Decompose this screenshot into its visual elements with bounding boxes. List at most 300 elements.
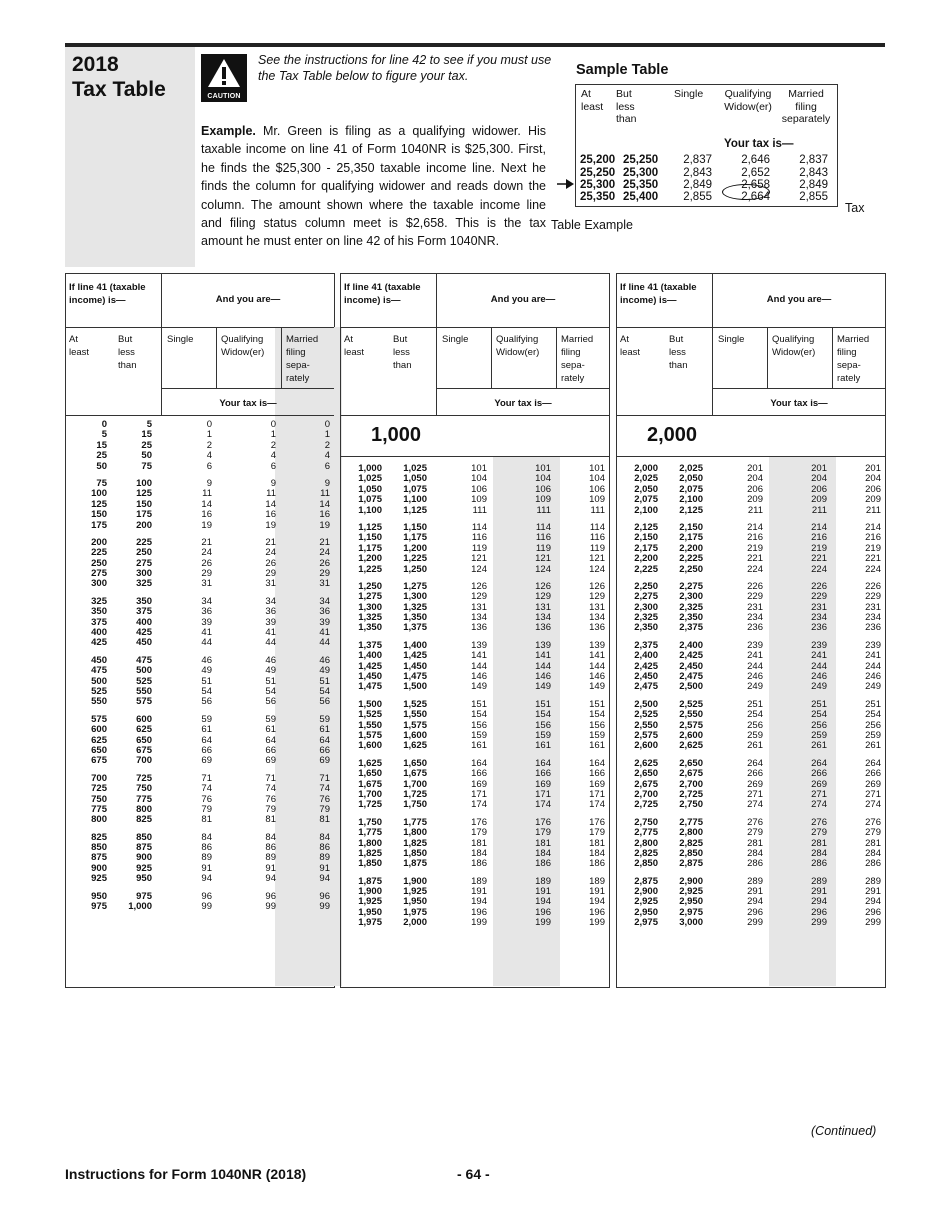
married-tax-cell: 121 xyxy=(589,553,605,565)
single-tax-cell: 229 xyxy=(747,591,763,603)
row-pointer-arrow-icon xyxy=(557,177,575,191)
at-least-cell: 15 xyxy=(96,439,107,451)
married-tax-cell: 269 xyxy=(865,778,881,790)
married-tax-cell: 176 xyxy=(589,816,605,828)
single-tax-cell: 204 xyxy=(747,473,763,485)
table-example-label: Table Example xyxy=(551,218,633,232)
table-row xyxy=(341,828,609,838)
at-least-cell: 1,850 xyxy=(358,858,382,870)
married-tax-cell: 294 xyxy=(865,896,881,908)
qualifying-tax-cell: 291 xyxy=(811,886,827,898)
qualifying-tax-cell: 209 xyxy=(811,494,827,506)
single-tax-cell: 174 xyxy=(471,799,487,811)
married-tax-cell: 54 xyxy=(319,685,330,697)
qualifying-tax-cell: 246 xyxy=(811,671,827,683)
but-less-cell: 1,875 xyxy=(403,858,427,870)
but-less-cell: 1,075 xyxy=(403,483,427,495)
single-tax-cell: 14 xyxy=(201,498,212,510)
column-subheader xyxy=(341,327,609,389)
table-row xyxy=(617,623,885,633)
married-tax-cell: 124 xyxy=(589,563,605,575)
but-less-cell: 750 xyxy=(136,783,152,795)
single-tax-cell: 244 xyxy=(747,660,763,672)
qualifying-tax-cell: 189 xyxy=(535,875,551,887)
at-least-cell: 825 xyxy=(91,831,107,843)
single-tax-cell: 201 xyxy=(747,463,763,474)
married-tax-cell: 169 xyxy=(589,778,605,790)
qualifying-label: Qualifying Widow(er) xyxy=(772,334,816,358)
but-less-cell: 700 xyxy=(136,755,152,767)
married-tax-cell: 221 xyxy=(865,553,881,565)
qualifying-tax-cell: 276 xyxy=(811,816,827,828)
married-tax-cell: 261 xyxy=(865,740,881,752)
married-label: Married filing sepa- rately xyxy=(561,334,594,384)
single-tax-cell: 51 xyxy=(201,675,212,687)
qualifying-tax-cell: 49 xyxy=(265,665,276,677)
married-tax-cell: 196 xyxy=(589,906,605,918)
if-line-label: If line 41 (taxable income) is— xyxy=(620,282,697,306)
single-tax-cell: 81 xyxy=(201,814,212,826)
at-least-cell: 925 xyxy=(91,873,107,885)
qualifying-tax-cell: 229 xyxy=(811,591,827,603)
sample-header-single: Single xyxy=(674,88,704,100)
married-tax-cell: 24 xyxy=(319,547,330,559)
but-less-cell: 550 xyxy=(136,685,152,697)
qualifying-tax-cell: 224 xyxy=(811,563,827,575)
married-label: Married filing sepa- rately xyxy=(286,334,319,384)
but-less-cell: 125 xyxy=(136,488,152,500)
but-less-cell: 2,575 xyxy=(679,719,703,731)
qualifying-tax-cell: 91 xyxy=(265,862,276,874)
qualifying-tax-cell: 0 xyxy=(270,419,276,430)
single-tax-cell: 214 xyxy=(747,521,763,533)
column-header xyxy=(341,274,609,328)
but-less-cell: 1,700 xyxy=(403,778,427,790)
but-less-cell: 275 xyxy=(136,557,152,569)
at-least-cell: 2,375 xyxy=(634,639,658,651)
married-tax-cell: 241 xyxy=(865,650,881,662)
at-least-cell: 2,200 xyxy=(634,553,658,565)
but-less-cell: 925 xyxy=(136,862,152,874)
at-least-cell: 2,600 xyxy=(634,740,658,752)
married-tax-cell: 229 xyxy=(865,591,881,603)
but-less-cell: 300 xyxy=(136,568,152,580)
section-heading: 2,000 xyxy=(647,424,698,446)
table-row xyxy=(617,506,885,516)
at-least-cell: 2,325 xyxy=(634,612,658,624)
single-tax-cell: 11 xyxy=(202,488,212,500)
table-row xyxy=(617,741,885,751)
single-tax-cell: 184 xyxy=(471,847,487,859)
qualifying-tax-cell: 256 xyxy=(811,719,827,731)
single-tax-cell: 2 xyxy=(206,439,212,451)
qualifying-tax-cell: 214 xyxy=(811,521,827,533)
married-tax-cell: 141 xyxy=(589,650,605,662)
married-tax-cell: 146 xyxy=(589,671,605,683)
at-least-cell: 225 xyxy=(91,547,107,559)
married-tax-cell: 201 xyxy=(865,463,881,474)
at-least-cell: 1,100 xyxy=(358,504,382,516)
but-less-cell: 200 xyxy=(136,519,152,531)
but-less-cell: 900 xyxy=(136,852,152,864)
qualifying-tax-cell: 211 xyxy=(811,504,827,516)
at-least-cell: 875 xyxy=(91,852,107,864)
qualifying-tax-cell: 76 xyxy=(265,793,276,805)
column-subheader xyxy=(66,327,334,389)
qualifying-tax-cell: 39 xyxy=(265,616,276,628)
single-tax-cell: 61 xyxy=(201,724,212,736)
at-least-cell: 2,050 xyxy=(634,483,658,495)
if-line-label: If line 41 (taxable income) is— xyxy=(344,282,421,306)
single-tax-cell: 219 xyxy=(747,542,763,554)
but-less-cell: 5 xyxy=(146,419,152,430)
qualifying-tax-cell: 124 xyxy=(535,563,551,575)
single-tax-cell: 94 xyxy=(201,873,212,885)
married-tax-cell: 39 xyxy=(319,616,330,628)
qualifying-tax-cell: 164 xyxy=(535,757,551,769)
at-least-cell: 2,175 xyxy=(634,542,658,554)
but-less-cell: 1,400 xyxy=(403,639,427,651)
sample-table xyxy=(575,84,838,207)
page-title xyxy=(72,52,166,102)
single-tax-cell: 106 xyxy=(471,483,487,495)
table-row xyxy=(66,725,334,735)
qualifying-tax-cell: 159 xyxy=(535,729,551,741)
but-less-cell: 15 xyxy=(141,429,152,441)
single-tax-cell: 261 xyxy=(747,740,763,752)
married-tax-cell: 116 xyxy=(589,532,605,544)
but-less-cell: 850 xyxy=(136,831,152,843)
qualifying-tax-cell: 2 xyxy=(270,439,276,451)
but-less-cell: 2,850 xyxy=(679,847,703,859)
single-tax-cell: 76 xyxy=(201,793,212,805)
but-less-label: But less than xyxy=(118,334,137,371)
table-row xyxy=(66,784,334,794)
but-less-cell: 1,525 xyxy=(403,698,427,710)
but-less-cell: 2,475 xyxy=(679,671,703,683)
single-tax-cell: 241 xyxy=(747,650,763,662)
single-tax-cell: 71 xyxy=(201,772,212,784)
married-tax-cell: 19 xyxy=(319,519,330,531)
qualifying-tax-cell: 14 xyxy=(265,498,276,510)
but-less-cell: 1,200 xyxy=(403,542,427,554)
table-row xyxy=(66,874,334,884)
married-tax-cell: 136 xyxy=(589,622,605,634)
at-least-cell: 800 xyxy=(91,814,107,826)
single-tax-cell: 156 xyxy=(471,719,487,731)
column-header xyxy=(617,274,885,328)
at-least-cell: 150 xyxy=(91,509,107,521)
married-tax-cell: 61 xyxy=(319,724,330,736)
qualifying-tax-cell: 84 xyxy=(265,831,276,843)
qualifying-tax-cell: 71 xyxy=(265,772,276,784)
table-row xyxy=(341,554,609,564)
married-tax-cell: 26 xyxy=(319,557,330,569)
but-less-cell: 800 xyxy=(136,803,152,815)
at-least-cell: 1,550 xyxy=(358,719,382,731)
single-tax-cell: 254 xyxy=(747,709,763,721)
but-less-cell: 2,525 xyxy=(679,698,703,710)
at-least-cell: 2,950 xyxy=(634,906,658,918)
but-less-cell: 2,925 xyxy=(679,886,703,898)
but-less-cell: 2,950 xyxy=(679,896,703,908)
qualifying-tax-cell: 284 xyxy=(811,847,827,859)
at-least-cell: 1,625 xyxy=(358,757,382,769)
married-tax-cell: 224 xyxy=(865,563,881,575)
at-least-cell: 2,350 xyxy=(634,622,658,634)
but-less-cell: 975 xyxy=(136,890,152,902)
at-least-cell: 1,975 xyxy=(358,917,382,929)
married-tax-cell: 114 xyxy=(589,521,605,533)
married-tax-cell: 296 xyxy=(865,906,881,918)
at-least-cell: 2,025 xyxy=(634,473,658,485)
married-tax-cell: 134 xyxy=(589,612,605,624)
married-tax-cell: 209 xyxy=(865,494,881,506)
married-tax-cell: 211 xyxy=(865,504,881,516)
divider xyxy=(341,415,609,416)
at-least-cell: 2,625 xyxy=(634,757,658,769)
at-least-cell: 300 xyxy=(91,578,107,590)
single-tax-cell: 31 xyxy=(201,578,212,590)
at-least-cell: 2,875 xyxy=(634,875,658,887)
married-tax-cell: 11 xyxy=(320,488,330,500)
sample-cell: 25,250 xyxy=(623,154,659,166)
divider xyxy=(437,388,609,389)
at-least-cell: 25 xyxy=(96,450,107,462)
qualifying-tax-cell: 289 xyxy=(811,875,827,887)
single-tax-cell: 159 xyxy=(471,729,487,741)
caution-icon xyxy=(201,54,247,102)
but-less-cell: 2,325 xyxy=(679,601,703,613)
single-tax-cell: 39 xyxy=(201,616,212,628)
table-row xyxy=(66,510,334,520)
married-tax-cell: 186 xyxy=(589,858,605,870)
married-tax-cell: 96 xyxy=(319,890,330,902)
married-tax-cell: 286 xyxy=(865,858,881,870)
qualifying-tax-cell: 271 xyxy=(811,788,827,800)
qualifying-tax-cell: 244 xyxy=(811,660,827,672)
married-tax-cell: 9 xyxy=(324,477,330,489)
but-less-cell: 1,900 xyxy=(403,875,427,887)
but-less-cell: 1,650 xyxy=(403,757,427,769)
married-tax-cell: 259 xyxy=(865,729,881,741)
sample-cell: 2,646 xyxy=(741,154,770,166)
at-least-cell: 2,400 xyxy=(634,650,658,662)
married-tax-cell: 254 xyxy=(865,709,881,721)
qualifying-tax-cell: 109 xyxy=(535,494,551,506)
example-paragraph xyxy=(201,122,546,251)
at-least-cell: 1,700 xyxy=(358,788,382,800)
married-tax-cell: 149 xyxy=(589,681,605,693)
married-tax-cell: 244 xyxy=(865,660,881,672)
but-less-cell: 150 xyxy=(136,498,152,510)
single-tax-cell: 41 xyxy=(201,627,212,639)
qualifying-tax-cell: 11 xyxy=(266,488,276,500)
sample-cell: 2,843 xyxy=(683,167,712,179)
married-tax-cell: 154 xyxy=(589,709,605,721)
sample-cell: 2,855 xyxy=(799,191,828,203)
single-tax-cell: 289 xyxy=(747,875,763,887)
qualifying-tax-cell: 114 xyxy=(535,521,551,533)
married-tax-cell: 56 xyxy=(319,696,330,708)
single-tax-cell: 154 xyxy=(471,709,487,721)
qualifying-tax-cell: 41 xyxy=(265,627,276,639)
tax-column-1 xyxy=(65,273,335,988)
tax-rows xyxy=(341,464,609,929)
married-tax-cell: 16 xyxy=(319,509,330,521)
and-you-are-label: And you are— xyxy=(490,294,556,305)
but-less-cell: 600 xyxy=(136,713,152,725)
but-less-cell: 350 xyxy=(136,595,152,607)
married-tax-cell: 284 xyxy=(865,847,881,859)
sample-cell: 2,849 xyxy=(683,179,712,191)
single-tax-cell: 199 xyxy=(471,917,487,929)
single-tax-cell: 179 xyxy=(471,827,487,839)
single-tax-cell: 231 xyxy=(747,601,763,613)
but-less-cell: 1,775 xyxy=(403,816,427,828)
married-tax-cell: 139 xyxy=(589,639,605,651)
single-tax-cell: 236 xyxy=(747,622,763,634)
married-tax-cell: 289 xyxy=(865,875,881,887)
at-least-cell: 700 xyxy=(91,772,107,784)
married-tax-cell: 164 xyxy=(589,757,605,769)
single-tax-cell: 114 xyxy=(471,521,487,533)
single-tax-cell: 131 xyxy=(471,601,487,613)
married-tax-cell: 21 xyxy=(319,536,330,548)
column-subheader xyxy=(617,327,885,389)
at-least-cell: 1,050 xyxy=(358,483,382,495)
single-tax-cell: 141 xyxy=(471,650,487,662)
at-least-cell: 1,350 xyxy=(358,622,382,634)
married-tax-cell: 234 xyxy=(865,612,881,624)
single-tax-cell: 86 xyxy=(201,842,212,854)
but-less-cell: 650 xyxy=(136,734,152,746)
at-least-label: At least xyxy=(69,334,90,358)
qualifying-tax-cell: 231 xyxy=(811,601,827,613)
single-tax-cell: 294 xyxy=(747,896,763,908)
qualifying-tax-cell: 266 xyxy=(811,768,827,780)
table-row xyxy=(617,682,885,692)
table-row xyxy=(341,918,609,928)
but-less-cell: 2,600 xyxy=(679,729,703,741)
qualifying-tax-cell: 239 xyxy=(811,639,827,651)
married-tax-cell: 219 xyxy=(865,542,881,554)
at-least-cell: 1,400 xyxy=(358,650,382,662)
single-tax-cell: 119 xyxy=(471,542,487,554)
tax-label: Tax xyxy=(845,201,865,215)
at-least-cell: 1,575 xyxy=(358,729,382,741)
but-less-cell: 1,150 xyxy=(403,521,427,533)
qualifying-tax-cell: 261 xyxy=(811,740,827,752)
qualifying-tax-cell: 66 xyxy=(265,744,276,756)
sample-header-but-less: But less than xyxy=(616,88,637,125)
qualifying-tax-cell: 166 xyxy=(535,768,551,780)
qualifying-tax-cell: 26 xyxy=(265,557,276,569)
table-row xyxy=(617,918,885,928)
single-tax-cell: 259 xyxy=(747,729,763,741)
qualifying-tax-cell: 54 xyxy=(265,685,276,697)
single-tax-cell: 256 xyxy=(747,719,763,731)
at-least-cell: 1,325 xyxy=(358,612,382,624)
qualifying-tax-cell: 21 xyxy=(265,536,276,548)
but-less-cell: 2,150 xyxy=(679,521,703,533)
single-tax-cell: 161 xyxy=(471,740,487,752)
your-tax-label: Your tax is— xyxy=(219,398,277,409)
table-row xyxy=(66,815,334,825)
single-tax-cell: 104 xyxy=(471,473,487,485)
single-tax-cell: 226 xyxy=(747,580,763,592)
married-tax-cell: 49 xyxy=(319,665,330,677)
qualifying-tax-cell: 79 xyxy=(265,803,276,815)
at-least-cell: 1,450 xyxy=(358,671,382,683)
qualifying-tax-cell: 274 xyxy=(811,799,827,811)
qualifying-tax-cell: 96 xyxy=(265,890,276,902)
at-least-cell: 2,575 xyxy=(634,729,658,741)
single-tax-cell: 221 xyxy=(747,553,763,565)
sample-header-at-least: At least xyxy=(581,88,604,113)
married-tax-cell: 0 xyxy=(324,419,330,430)
single-tax-cell: 101 xyxy=(471,463,487,474)
at-least-label: At least xyxy=(620,334,641,358)
sample-cell: 2,855 xyxy=(683,191,712,203)
married-tax-cell: 1 xyxy=(324,429,330,441)
sample-your-tax: Your tax is— xyxy=(724,138,794,150)
qualifying-tax-cell: 111 xyxy=(536,504,551,516)
at-least-cell: 2,150 xyxy=(634,532,658,544)
single-tax-cell: 19 xyxy=(201,519,212,531)
married-tax-cell: 144 xyxy=(589,660,605,672)
single-tax-cell: 234 xyxy=(747,612,763,624)
qualifying-tax-cell: 69 xyxy=(265,755,276,767)
qualifying-tax-cell: 56 xyxy=(265,696,276,708)
single-tax-cell: 56 xyxy=(201,696,212,708)
qualifying-tax-cell: 171 xyxy=(535,788,551,800)
but-less-cell: 625 xyxy=(136,724,152,736)
married-tax-cell: 2 xyxy=(324,439,330,451)
at-least-cell: 350 xyxy=(91,606,107,618)
at-least-cell: 2,550 xyxy=(634,719,658,731)
but-less-cell: 500 xyxy=(136,665,152,677)
married-tax-cell: 251 xyxy=(865,698,881,710)
sample-cell: 25,300 xyxy=(623,167,659,179)
single-tax-cell: 264 xyxy=(747,757,763,769)
but-less-cell: 2,200 xyxy=(679,542,703,554)
single-tax-cell: 0 xyxy=(206,419,212,430)
but-less-cell: 100 xyxy=(136,477,152,489)
at-least-cell: 250 xyxy=(91,557,107,569)
but-less-cell: 175 xyxy=(136,509,152,521)
but-less-cell: 2,075 xyxy=(679,483,703,495)
at-least-cell: 1,200 xyxy=(358,553,382,565)
single-tax-cell: 296 xyxy=(747,906,763,918)
but-less-cell: 2,650 xyxy=(679,757,703,769)
single-tax-cell: 84 xyxy=(201,831,212,843)
but-less-cell: 2,250 xyxy=(679,563,703,575)
single-tax-cell: 34 xyxy=(201,595,212,607)
but-less-label: But less than xyxy=(393,334,412,371)
at-least-cell: 950 xyxy=(91,890,107,902)
at-least-cell: 375 xyxy=(91,616,107,628)
qualifying-tax-cell: 294 xyxy=(811,896,827,908)
but-less-cell: 2,175 xyxy=(679,532,703,544)
qualifying-tax-cell: 119 xyxy=(535,542,551,554)
married-tax-cell: 69 xyxy=(319,755,330,767)
single-tax-cell: 44 xyxy=(201,637,212,649)
qualifying-tax-cell: 196 xyxy=(535,906,551,918)
table-row xyxy=(341,800,609,810)
single-tax-cell: 9 xyxy=(206,477,212,489)
qualifying-tax-cell: 299 xyxy=(811,917,827,929)
